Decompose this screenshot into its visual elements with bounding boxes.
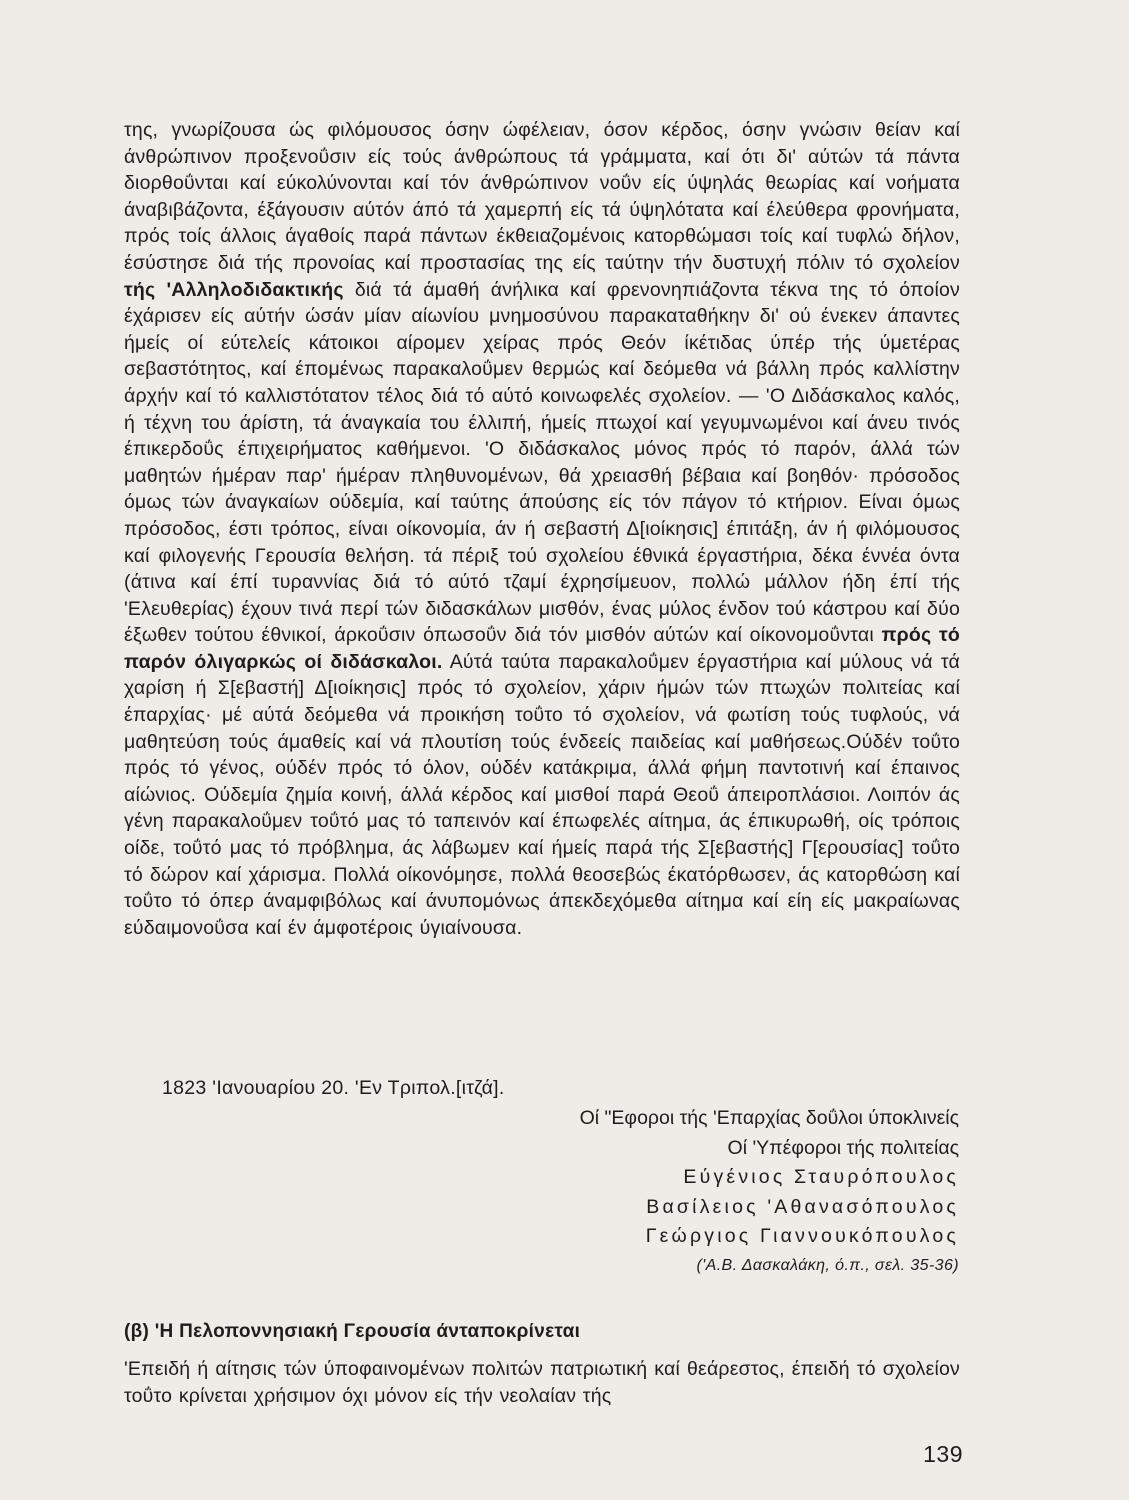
main-body-text (124, 117, 960, 941)
dateline: 1823 'Ιανουαρίου 20. 'Εν Τριπολ.[ιτζά]. (162, 1077, 505, 1099)
bold-phrase-school-name: τής 'Αλληλοδιδακτικής (124, 278, 344, 301)
letter-text-part-2: διά τά άμαθή άνήλικα καί φρενονηπιάζοντα τέκνα της τό όποίον έχάρισεν είς αύτήν ώσάν μίαν αίωνίου μνημοσύνου παρακαταθήκην δι' ού ένεκεν άπαντες ήμείς οί εύτελείς κάτοικοι αίρομεν χείρας πρός Θεόν ίκέτιδας ύπέρ τής ύμετέρας σεβαστότητος, καί έπομένως παρακαλοΰμεν θερμώς καί δεόμεθα νά βάλλη πρός καλλίστην άρχήν καί τό καλλιστότατον τέλος διά τό αύτό κοινωφελές σχολείον. — 'Ο Διδάσκαλος καλός, ή τέχνη του άρίστη, τά άναγκαία του έλλιπή, ήμείς πτωχοί καί γεγυμνωμένοι καί άνευ τινός έπικερδοΰς έπιχειρήματος καθήμενοι. 'Ο διδάσκαλος μόνος πρός τό παρόν, άλλά τών μαθητών ήμέραν παρ' ήμέραν πληθυνομένων, θά χρειασθή βέβαια καί βοηθόν· πρόσοδος όμως τών άναγκαίων ούδεμία, καί ταύτης άπούσης είς τόν πάγον τό κτήριον. Είναι όμως πρόσοδος, έστι τρόπος, είναι οίκονομία, άν ή σεβαστή Δ[ιοίκησις] έπιτάξη, άν ή φιλόμουσος καί φιλογενής Γερουσία θελήση. τά πέριξ τού σχολείου έθνικά έργαστήρια, δέκα έννέα όντα (άτινα καί έπί τυραννίας διά τό αύτό τζαμί έχρησίμευον, πολλώ μάλλον ήδη έπί τής 'Ελευθερίας) έχουν τινά περί τών διδασκάλων μισθόν, ένας μύλος ένδον τού κάστρου καί δύο έξωθεν τούτου έθνικοί, άρκοΰσιν όπωσοΰν διά τόν μισθόν αύτών καί οίκονομοΰνται (124, 278, 960, 647)
source-citation: ('Α.Β. Δασκαλάκη, ό.π., σελ. 35-36) (696, 1257, 959, 1274)
letter-paragraph (124, 117, 960, 941)
signature-name-2: Βασίλειος 'Αθανασόπουλος (646, 1195, 959, 1218)
page-number: 139 (923, 1441, 963, 1467)
signature-block (580, 1104, 959, 1252)
bold-phrase-teachers: πρός τό παρόν όλιγαρκώς οί διδάσκαλοι. (124, 624, 960, 673)
section-heading: (β) 'Η Πελοποννησιακή Γερουσία άνταποκρίνεται (124, 1321, 581, 1342)
signature-name-3: Γεώργιος Γιαννουκόπουλος (645, 1225, 959, 1247)
signature-name-1: Εύγένιος Σταυρόπουλος (683, 1166, 959, 1188)
signature-ephors: Οί "Εφοροι τής 'Επαρχίας δοΰλοι ύποκλινείς (579, 1107, 959, 1129)
section-text: 'Επειδή ή αίτησις τών ύποφαινομένων πολιτών πατριωτική καί θεάρεστος, έπειδή τό σχολείον τοΰτο κρίνεται χρήσιμον όχι μόνον είς τήν νεολαίαν τής (124, 1358, 960, 1407)
signature-sub-ephors: Οί 'Υπέφοροι τής πολιτείας (727, 1136, 959, 1159)
letter-text-part-3: Αύτά ταύτα παρακαλοΰμεν έργαστήρια καί μύλους νά τά χαρίση ή Σ[εβαστή] Δ[ιοίκησις] πρός τό σχολείον, χάριν ήμών τών πτωχών πολιτείας καί έπαρχίας· μέ αύτά δεόμεθα νά προικήση τοΰτο τό σχολείον, νά φωτίση τούς τυφλούς, νά μαθητεύση τούς άμαθείς καί νά πλουτίση τούς ένδεείς παιδείας καί μαθήσεως.Ούδέν τοΰτο πρός τό γένος, ούδέν πρός τό όλον, ούδέν κατάκριμα, άλλά φήμη παντοτινή καί έπαινος αίώνιος. Ούδεμία ζημία κοινή, άλλά κέρδος καί μισθοί παρά Θεοΰ άπειροπλάσιοι. Λοιπόν άς γένη παρακαλοΰμεν τοΰτό μας τό ταπεινόν καί έπωφελές αίτημα, άς έπικυρωθή, οίς τρόποις οίδε, τοΰτό μας τό πρόβλημα, άς λάβωμεν καί ήμείς παρά τής Σ[εβαστής] Γ[ερουσίας] τοΰτο τό δώρον καί χάρισμα. Πολλά οίκονόμησε, πολλά θεοσεβώς έκατόρθωσεν, άς κατορθώση καί τοΰτο τό όπερ άναμφιβόλως καί άνυπομόνως άπεκδεχόμεθα αίτημα καί είη είς μακραίωνας εύδαιμονοΰσα καί έν άμφοτέροις ύγιαίνουσα. (124, 650, 961, 939)
letter-text-part-1: της, γνωρίζουσα ώς φιλόμουσος όσην ώφέλειαν, όσον κέρδος, όσην γνώσιν θείαν καί άνθρώπινον προξενοΰσιν είς τούς άνθρώπους τά γράμματα, καί ότι δι' αύτών τά πάντα διορθοΰνται καί εύκολύνονται καί τόν άνθρώπινον νοΰν είς ύψηλάς θεωρίας καί νοήματα άναβιβάζοντα, έξάγουσιν αύτόν άπό τά χαμερπή είς τά ύψηλότατα καί έλεύθερα φρονήματα, πρός τοίς άλλοις άγαθοίς παρά πάντων έκθειαζομένοις κατορθώμασι τοίς καί τυφλώ δήλον, έσύστησε διά τής προνοίας καί προστασίας της είς ταύτην τήν δυστυχή πόλιν τό σχολείον (124, 119, 960, 274)
